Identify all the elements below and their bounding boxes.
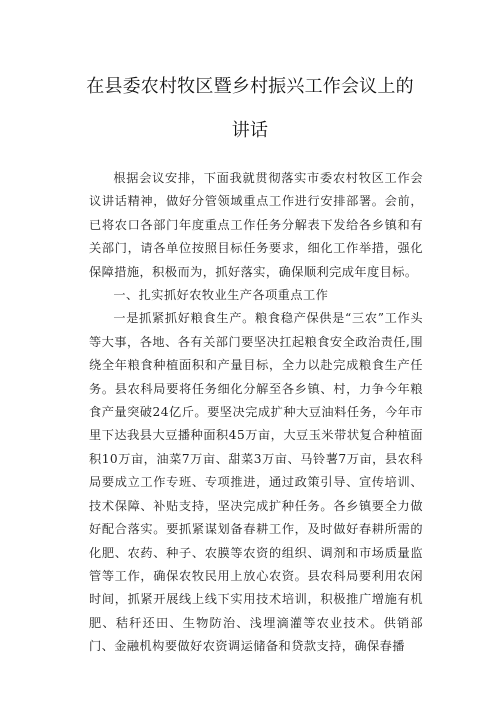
paragraph-grain-production: 一是抓紧抓好粮食生产。粮食稳产保供是“三农”工作头等大事，各地、各有关部门要坚决扛起粮食安全政治责任,围绕全年粮食种植面积和产量目标，全力以赴完成粮食生产任务。县农科局要将任务细化分解至各乡镇、村，力争今年粮食产量突破24亿斤。要坚决完成扩种大豆油料任务，今年市里下达我县大豆播种面积45万亩，大豆玉米带状复合种植面积10万亩，油菜7万亩、甜菜3万亩、马铃薯7万亩，县农科局要成立工作专班、专项推进，通过政策引导、宣传培训、技术保障、补贴支持，坚决完成扩种任务。各乡镇要全力做好配合落实。要抓紧谋划备春耕工作，及时做好春耕所需的化肥、农药、种子、农膜等农资的组织、调剂和市场质量监管等工作，确保农牧民用上放心农资。县农科局要利用农闲时间，抓紧开展线上线下实用技术培训，积极推广增施有机肥、秸秆还田、生物防治、浅埋滴灌等农业技术。供销部门、金融机构要做好农资调运储备和贷款支持，确保春播 (89, 311, 423, 654)
section-heading-1: 一、扎实抓好农牧业生产各项重点工作 (113, 288, 329, 303)
document-title-line-2: 讲话 (231, 120, 269, 141)
document-body (89, 167, 423, 659)
paragraph-intro: 根据会议安排，下面我就贯彻落实市委农村牧区工作会议讲话精神，做好分管领域重点工作进行安排部署。会前，已将农口各部门年度重点工作任务分解表下发给各乡镇和有关部门，请各单位按照目标任务要求，细化工作举措，强化保障措施，积极而为，抓好落实，确保顺利完成年度目标。 (89, 171, 423, 279)
document-title-line-1: 在县委农村牧区暨乡村振兴工作会议上的 (86, 76, 414, 97)
